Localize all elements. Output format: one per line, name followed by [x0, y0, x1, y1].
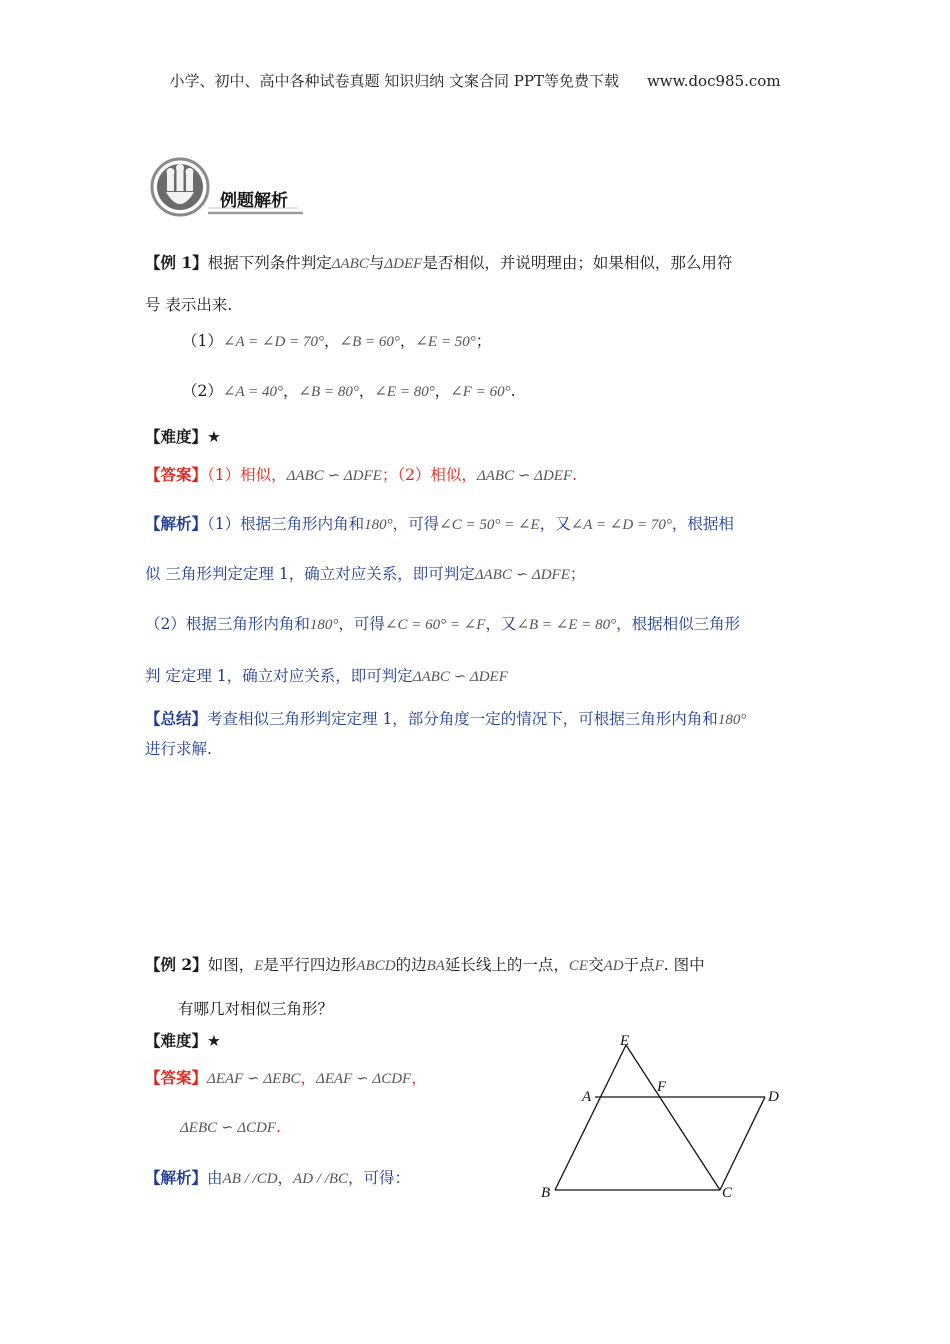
ex1-ans-b: ；（2）相似，	[381, 466, 477, 484]
ex1-ans-end: .	[572, 466, 578, 484]
ex1-an3-m2: ∠C = 60° = ∠F	[384, 617, 486, 633]
ex1-c2-end: .	[510, 382, 516, 400]
ex1-ans-m1: ΔABC ∽ ΔDFE	[286, 468, 382, 484]
ex1-summary-line2: 进行求解.	[145, 740, 212, 758]
ex1-question-line2: 号 表示出来.	[145, 296, 233, 314]
ex1-c2-m4: ∠F = 60°	[450, 384, 511, 400]
page-header	[0, 70, 950, 91]
ex1-label: 【例 1】	[145, 253, 208, 272]
ex2-analysis-label: 【解析】	[145, 1168, 208, 1187]
ex2-ans-s1: ，	[300, 1069, 317, 1087]
ex1-an3-c: ，又	[485, 615, 517, 633]
ex1-analysis-line3	[145, 613, 740, 636]
ex1-an1-b: ，可得	[392, 515, 440, 533]
ex1-an2-m: ΔABC ∽ ΔDFE	[474, 567, 570, 583]
ex1-an1-d: ，根据相	[671, 515, 734, 533]
ex1-c1-m2: ∠B = 60°	[339, 334, 400, 350]
ex1-ans-a: （1）相似，	[207, 466, 287, 484]
ex1-sum-a: 考查相似三角形判定定理 1，部分角度一定的情况下，可根据三角形内角和	[207, 710, 718, 728]
ex1-an1-m1: 180°	[364, 517, 393, 533]
ex1-c2-m1: ∠A = 40°	[222, 384, 283, 400]
label-b: B	[541, 1185, 551, 1201]
ex2-q-c: 的边	[395, 956, 427, 974]
ex1-tri-def: ΔDEF	[384, 256, 423, 272]
ex1-an3-b: ，可得	[338, 615, 385, 633]
parallelogram-figure	[530, 1025, 790, 1210]
ex2-ans-m1: ΔEAF ∽ ΔEBC	[207, 1071, 301, 1087]
ex2-an-m2: AD / /BC	[293, 1171, 349, 1187]
ex2-q-a: 如图，	[207, 956, 255, 974]
ex2-answer-line2	[180, 1116, 281, 1139]
ex2-ans-end: .	[276, 1118, 281, 1136]
ex2-label: 【例 2】	[145, 955, 208, 974]
label-c: C	[722, 1185, 733, 1201]
ex1-an2-a: 似 三角形判定定理 1，确立对应关系，即可判定	[145, 565, 475, 583]
header-site: www.doc985.com	[646, 72, 781, 90]
ex2-q-g: . 图中	[663, 956, 705, 974]
label-a: A	[582, 1089, 592, 1105]
ex1-an4-a: 判 定定理 1，确立对应关系，即可判定	[145, 667, 413, 685]
ex2-ans-m2: ΔEAF ∽ ΔCDF	[316, 1071, 412, 1087]
ex2-ans-s2: ，	[411, 1069, 427, 1087]
ex2-answer-label: 【答案】	[145, 1068, 208, 1087]
ex2-q-e: 交	[588, 956, 604, 974]
ex1-question-line1	[145, 252, 732, 275]
ex1-an2-end: ；	[569, 565, 586, 583]
ex1-an4-m: ΔABC ∽ ΔDEF	[412, 669, 508, 685]
ex2-question-line2: 有哪几对相似三角形？	[178, 1000, 334, 1018]
header-text: 小学、初中、高中各种试卷真题 知识归纳 文案合同 PPT等免费下载	[169, 72, 619, 90]
ex1-answer-label: 【答案】	[145, 465, 208, 484]
ex1-q-a: 根据下列条件判定	[207, 254, 332, 272]
ex2-answer-line1	[145, 1067, 427, 1090]
section-title: 例题解析	[220, 191, 288, 211]
ex1-sum-m: 180°	[717, 712, 747, 728]
ex1-summary-line1	[145, 708, 746, 731]
ex1-c2-m3: ∠E = 80°	[374, 384, 435, 400]
ex2-q-m4: CE	[568, 958, 589, 974]
ex2-question-line1	[145, 954, 705, 977]
ex1-condition-2: （2）∠A = 40°，∠B = 80°，∠E = 80°，∠F = 60°.	[182, 382, 516, 400]
ex2-q-d: 延长线上的一点，	[444, 956, 569, 974]
ex1-ans-m2: ΔABC ∽ ΔDEF	[476, 468, 573, 484]
ex2-difficulty-star: ★	[207, 1032, 221, 1050]
ex2-an-a: 由	[207, 1169, 223, 1187]
ex2-ans-m3: ΔEBC ∽ ΔCDF	[180, 1120, 277, 1136]
ex1-c1-end: ；	[475, 332, 492, 350]
ex2-q-m3: BA	[426, 958, 445, 974]
ex1-answer	[145, 464, 577, 487]
ex2-an-c: ，可得：	[348, 1169, 411, 1187]
ex2-q-m1: E	[254, 958, 264, 974]
ex1-difficulty	[145, 426, 221, 448]
ex1-an1-m3: ∠A = ∠D = 70°	[570, 517, 672, 533]
ex1-c2-label: （2）	[182, 382, 223, 400]
ex2-q-f: 于点	[623, 956, 655, 974]
label-e: E	[620, 1033, 630, 1049]
ex1-analysis-line4	[145, 665, 508, 688]
ex1-difficulty-label: 【难度】	[145, 427, 208, 446]
ex1-an1-c: ，又	[539, 515, 571, 533]
ex1-analysis-line2	[145, 563, 585, 586]
ex2-q-m6: F	[654, 958, 664, 974]
line-dc	[720, 1097, 765, 1190]
ex1-c1-m3: ∠E = 50°	[415, 334, 476, 350]
ex1-q-c: 是否相似，并说明理由；如果相似，那么用符	[422, 254, 733, 272]
ex2-q-m5: AD	[603, 958, 624, 974]
ex1-analysis-label: 【解析】	[145, 514, 208, 533]
line-eb	[555, 1045, 626, 1190]
ex1-c1-m1: ∠A = ∠D = 70°	[222, 334, 324, 350]
ex1-difficulty-star: ★	[207, 428, 221, 446]
ex1-an3-m3: ∠B = ∠E = 80°	[516, 617, 617, 633]
ex1-an3-m1: 180°	[309, 617, 339, 633]
ex1-c2-m2: ∠B = 80°	[298, 384, 359, 400]
ex1-summary-label: 【总结】	[145, 709, 208, 728]
ex1-an1-a: （1）根据三角形内角和	[207, 515, 365, 533]
line-ec	[626, 1045, 720, 1190]
label-f: F	[657, 1079, 667, 1095]
ex1-condition-1: （1）∠A = ∠D = 70°，∠B = 60°，∠E = 50°；	[182, 332, 492, 350]
ex2-q-b: 是平行四边形	[263, 956, 357, 974]
ex1-analysis-line1	[145, 513, 734, 536]
ex2-an-b: ，	[277, 1169, 294, 1187]
ex2-difficulty-label: 【难度】	[145, 1031, 208, 1050]
ex2-difficulty	[145, 1030, 221, 1052]
ex1-c1-label: （1）	[182, 332, 223, 350]
ex1-tri-abc: ΔABC	[331, 256, 369, 272]
ex1-q-b: 与	[368, 254, 385, 272]
label-d: D	[768, 1089, 779, 1105]
ex2-an-m1: AB / /CD	[222, 1171, 278, 1187]
ex1-an3-d: ，根据相似三角形	[616, 615, 741, 633]
ex1-an1-m2: ∠C = 50° = ∠E	[439, 517, 540, 533]
ex2-analysis-line1	[145, 1167, 410, 1190]
ex2-q-m2: ABCD	[356, 958, 396, 974]
ex1-an3-a: （2）根据三角形内角和	[145, 615, 310, 633]
